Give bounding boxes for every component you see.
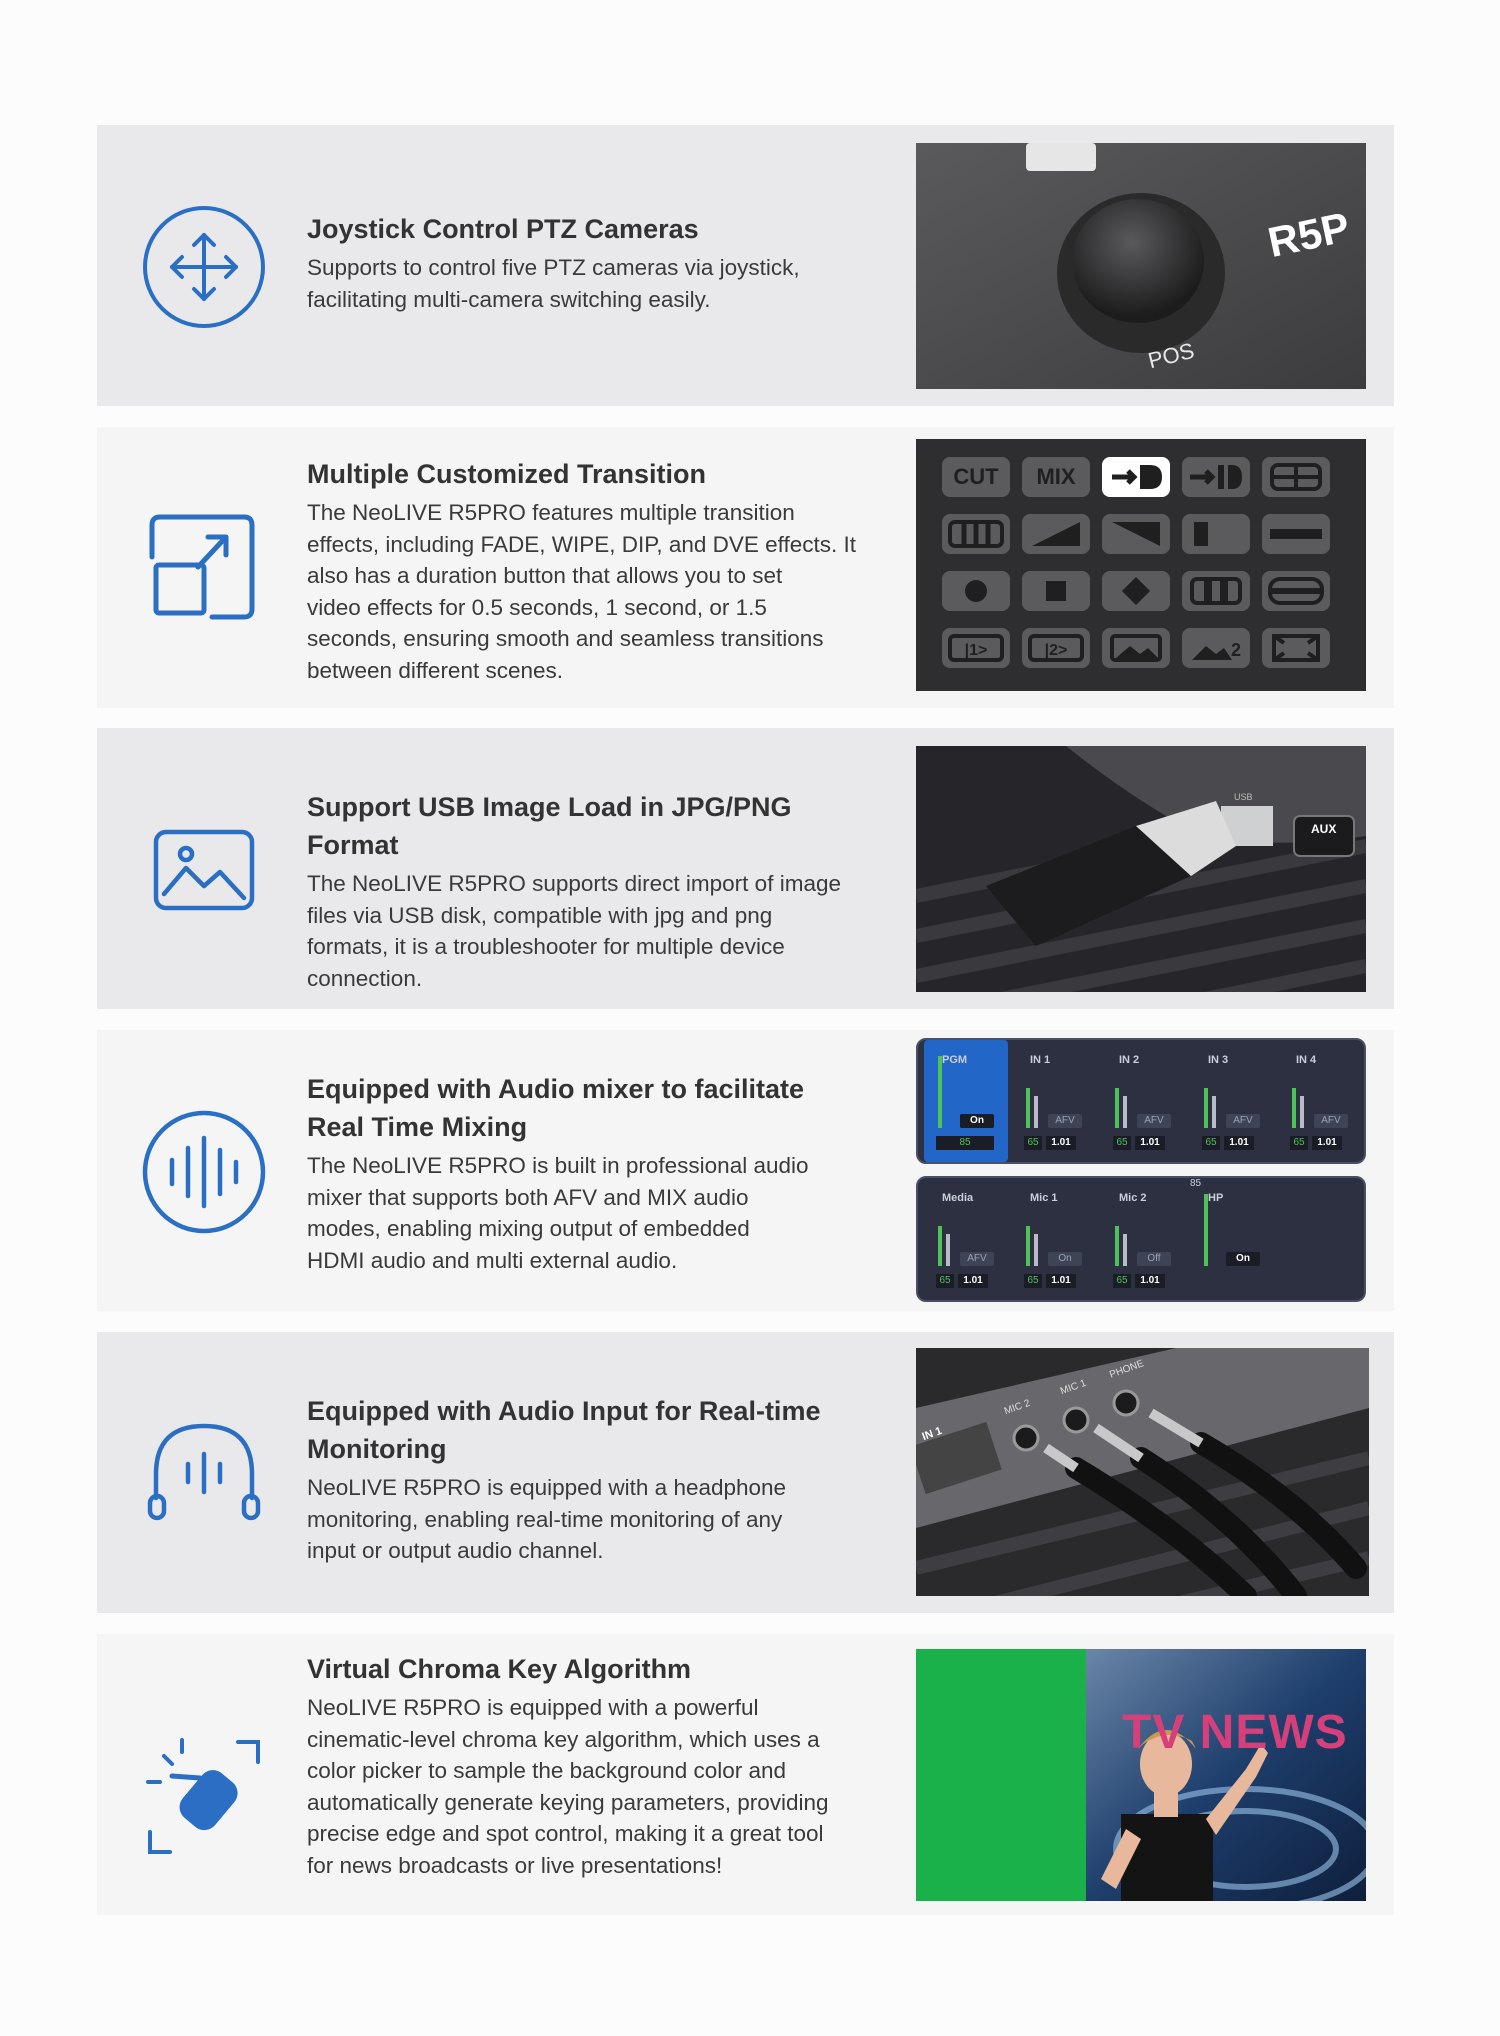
image2-button xyxy=(1182,628,1250,668)
dve1-button xyxy=(942,628,1010,668)
svg-text:|1>: |1> xyxy=(964,642,988,659)
feature-title: Joystick Control PTZ Cameras xyxy=(307,214,699,244)
chroma-key-photo xyxy=(916,1649,1366,1901)
stripes-button xyxy=(942,514,1010,554)
feature-title: Multiple Customized Transition xyxy=(307,459,707,489)
in1-label: IN 1 xyxy=(920,1424,944,1444)
tv-news-text: TV NEWS xyxy=(1122,1706,1348,1759)
feature-description: Supports to control five PTZ cameras via joystick, facilitating multi-camera switching easily. xyxy=(307,255,800,312)
feature-description: The NeoLIVE R5PRO is built in professional audio mixer that supports both AFV and MIX audio modes, enabling mixing output of embedded HDMI audio and multi external audio. xyxy=(307,1153,809,1273)
circle-button xyxy=(942,571,1010,611)
feature-title: Support USB Image Load in JPG/PNG Format xyxy=(307,792,792,860)
feature-description: NeoLIVE R5PRO is equipped with a powerful cinematic-level chroma key algorithm, which uses a color picker to sample the background color and automatically generate keying parameters, providing precise edge and spot control, making it a great tool for news broadcasts or live presentations! xyxy=(307,1695,829,1878)
usb-port-photo xyxy=(916,746,1366,992)
wipe-bar-button xyxy=(1182,457,1250,497)
mixer-channel-mic2: Mic 2 Off 65 1.01 xyxy=(1101,1178,1185,1300)
move-arrows-icon xyxy=(142,205,266,329)
diamond-button xyxy=(1102,571,1170,611)
joystick-photo xyxy=(916,143,1366,389)
square-button xyxy=(1022,571,1090,611)
mixer-channel-hp: HP On 85 xyxy=(1190,1178,1274,1300)
feature-title: Equipped with Audio Input for Real-time Monitoring xyxy=(307,1396,821,1464)
mixer-channel-in3: IN 3 AFV 65 1.01 xyxy=(1190,1040,1274,1162)
diagonal2-button xyxy=(1102,514,1170,554)
phone-label: PHONE xyxy=(1108,1358,1146,1381)
cut-button: CUT xyxy=(942,457,1010,497)
wipe-arrow-button xyxy=(1102,457,1170,497)
feature-description: NeoLIVE R5PRO is equipped with a headphone monitoring, enabling real-time monitoring of any input or output audio channel. xyxy=(307,1475,787,1563)
feature-audio-input xyxy=(97,1332,1394,1613)
fullscreen-button xyxy=(1262,628,1330,668)
image1-button xyxy=(1102,628,1170,668)
image-icon xyxy=(142,808,266,932)
mixer-channel-pgm: PGM On 85 xyxy=(924,1040,1008,1162)
sound-wave-icon xyxy=(142,1110,266,1234)
feature-description: The NeoLIVE R5PRO supports direct import of image files via USB disk, compatible with jpg and png formats, it is a troubleshooter for multiple device connection. xyxy=(307,871,841,991)
quad-button xyxy=(1262,457,1330,497)
headphones-icon xyxy=(142,1412,266,1536)
mixer-channel-in4: IN 4 AFV 65 1.01 xyxy=(1278,1040,1362,1162)
mic1-label: MIC 1 xyxy=(1058,1377,1088,1398)
feature-chroma-key xyxy=(97,1634,1394,1915)
aux-label: AUX xyxy=(1311,822,1337,836)
mixer-channel-in2: IN 2 AFV 65 1.01 xyxy=(1101,1040,1185,1162)
audio-mixer-panel xyxy=(916,1038,1366,1306)
brand-text: R5P xyxy=(1263,203,1354,266)
mixer-bottom-strip xyxy=(916,1176,1366,1302)
bar-button xyxy=(1262,514,1330,554)
mixer-channel-media: Media AFV 65 1.01 xyxy=(924,1178,1008,1300)
usb-label: USB xyxy=(1234,792,1253,802)
feature-title: Equipped with Audio mixer to facilitate Real Time Mixing xyxy=(307,1074,805,1142)
split-button xyxy=(1182,514,1250,554)
audio-jack-photo xyxy=(916,1348,1369,1596)
expand-window-icon xyxy=(142,507,266,631)
mic2-label: MIC 2 xyxy=(1002,1397,1032,1418)
color-picker-icon xyxy=(142,1734,266,1858)
svg-text:2: 2 xyxy=(1230,640,1242,660)
hbars-button xyxy=(1262,571,1330,611)
diagonal-button xyxy=(1022,514,1090,554)
feature-transition xyxy=(97,427,1394,708)
svg-text:|2>: |2> xyxy=(1044,642,1068,659)
mixer-channel-in1: IN 1 AFV 65 1.01 xyxy=(1012,1040,1096,1162)
feature-usb-image xyxy=(97,728,1394,1009)
door-button xyxy=(1182,571,1250,611)
dve2-button xyxy=(1022,628,1090,668)
feature-joystick xyxy=(97,125,1394,406)
mixer-top-strip xyxy=(916,1038,1366,1164)
mix-button: MIX xyxy=(1022,457,1090,497)
pos-label: POS xyxy=(1145,337,1197,374)
mixer-channel-mic1: Mic 1 On 65 1.01 xyxy=(1012,1178,1096,1300)
feature-description: The NeoLIVE R5PRO features multiple transition effects, including FADE, WIPE, DIP, and DVE effects. It also has a duration button that allows you to set video effects for 0.5 seconds, 1 second, or 1.5 seconds, ensuring smooth and seamless transitions between different scenes. xyxy=(307,500,857,683)
transition-buttons-panel xyxy=(916,439,1366,691)
feature-title: Virtual Chroma Key Algorithm xyxy=(307,1654,692,1684)
feature-audio-mixer xyxy=(97,1030,1394,1311)
